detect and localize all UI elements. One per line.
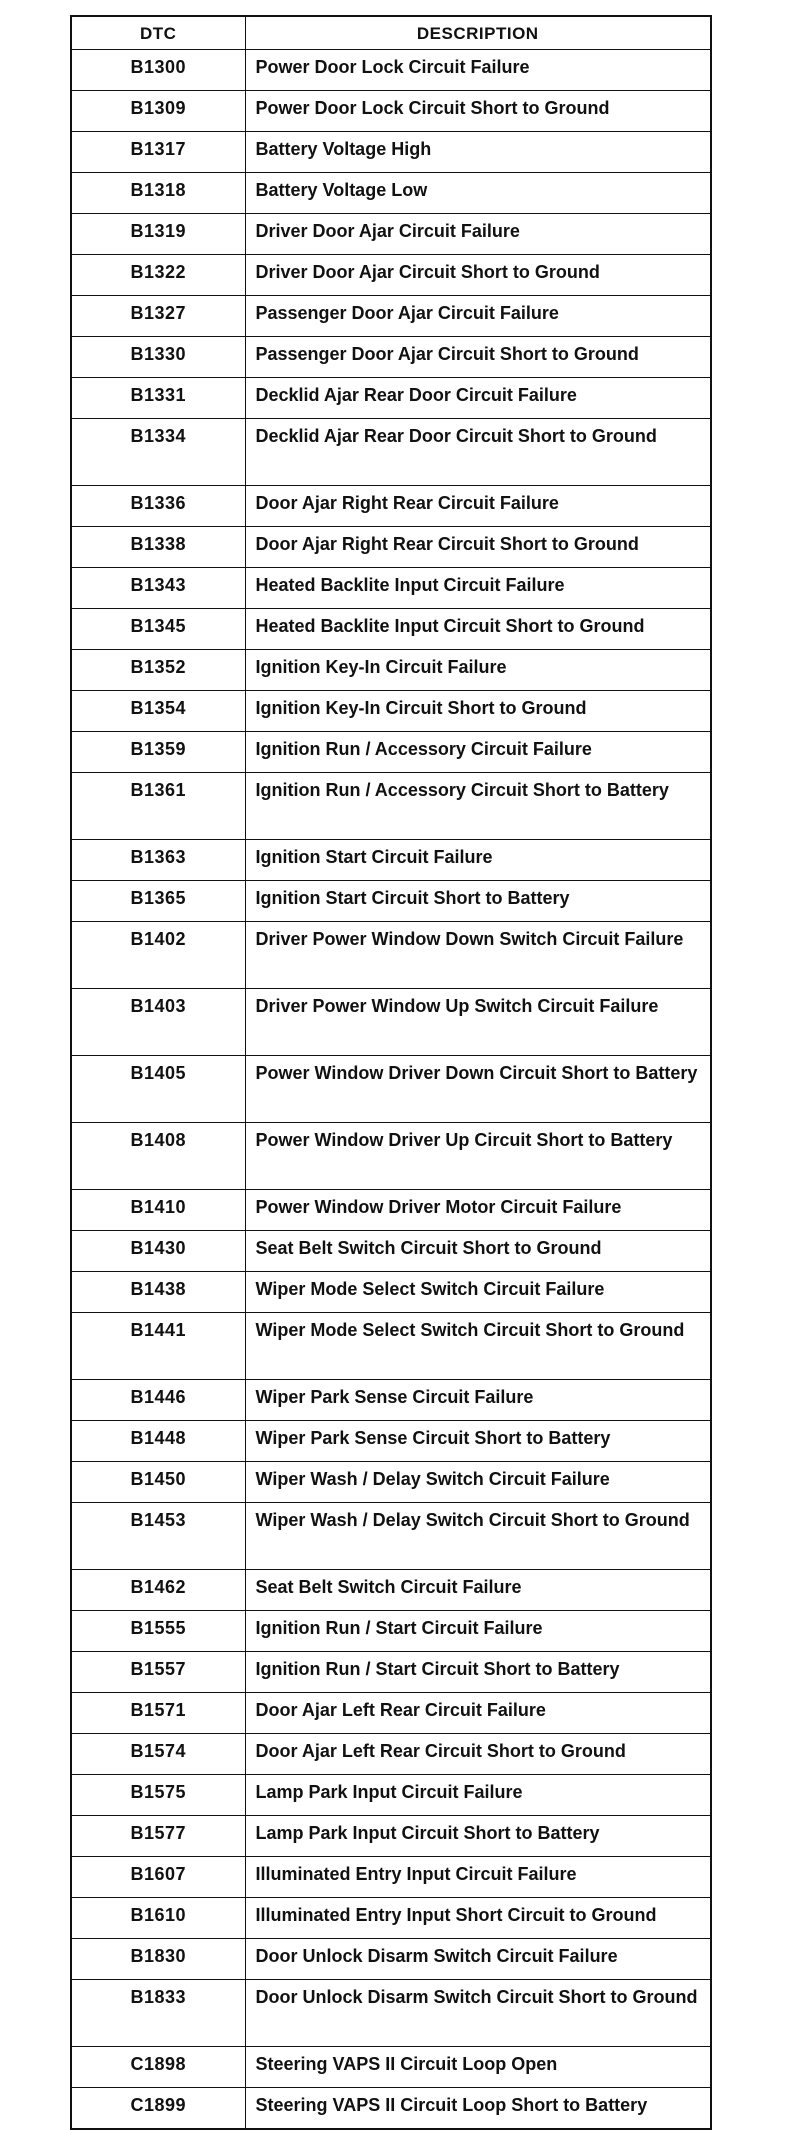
dtc-code: B1571 [71,1693,245,1734]
dtc-code: B1365 [71,881,245,922]
dtc-code: B1607 [71,1857,245,1898]
table-row [71,691,711,732]
dtc-description: Steering VAPS II Circuit Loop Open [245,2047,711,2088]
dtc-description: Seat Belt Switch Circuit Failure [245,1570,711,1611]
dtc-code: B1334 [71,419,245,486]
dtc-description: Heated Backlite Input Circuit Short to Ground [245,609,711,650]
dtc-description: Passenger Door Ajar Circuit Failure [245,296,711,337]
table-row [71,881,711,922]
dtc-description: Wiper Mode Select Switch Circuit Short to Ground [245,1313,711,1380]
dtc-description: Door Unlock Disarm Switch Circuit Short to Ground [245,1980,711,2047]
dtc-code: B1430 [71,1231,245,1272]
dtc-description: Wiper Mode Select Switch Circuit Failure [245,1272,711,1313]
table-row [71,650,711,691]
table-row [71,527,711,568]
dtc-code: B1574 [71,1734,245,1775]
table-row [71,1272,711,1313]
table-row [71,1939,711,1980]
table-row [71,1693,711,1734]
table-row [71,1816,711,1857]
table-row [71,486,711,527]
dtc-description: Ignition Key-In Circuit Short to Ground [245,691,711,732]
table-row [71,1462,711,1503]
dtc-code: B1405 [71,1056,245,1123]
dtc-code: B1577 [71,1816,245,1857]
header-dtc: DTC [71,16,245,50]
table-row [71,1857,711,1898]
dtc-code: B1330 [71,337,245,378]
dtc-description: Driver Power Window Up Switch Circuit Failure [245,989,711,1056]
dtc-description: Power Door Lock Circuit Failure [245,50,711,91]
dtc-code: B1318 [71,173,245,214]
dtc-description: Wiper Park Sense Circuit Failure [245,1380,711,1421]
table-row [71,773,711,840]
table-row [71,1421,711,1462]
dtc-code: B1575 [71,1775,245,1816]
dtc-description: Door Ajar Right Rear Circuit Short to Ground [245,527,711,568]
dtc-code: B1830 [71,1939,245,1980]
dtc-code: B1441 [71,1313,245,1380]
dtc-description: Ignition Run / Accessory Circuit Failure [245,732,711,773]
dtc-code: B1338 [71,527,245,568]
dtc-description: Driver Door Ajar Circuit Failure [245,214,711,255]
table-row [71,132,711,173]
dtc-description: Driver Door Ajar Circuit Short to Ground [245,255,711,296]
table-row [71,1570,711,1611]
dtc-code: B1309 [71,91,245,132]
table-row [71,732,711,773]
table-row [71,1652,711,1693]
dtc-description: Driver Power Window Down Switch Circuit Failure [245,922,711,989]
header-row [71,16,711,50]
table-row [71,1898,711,1939]
dtc-code: B1410 [71,1190,245,1231]
dtc-description: Ignition Start Circuit Short to Battery [245,881,711,922]
dtc-description: Wiper Wash / Delay Switch Circuit Failure [245,1462,711,1503]
dtc-code: B1319 [71,214,245,255]
dtc-code: B1438 [71,1272,245,1313]
table-row [71,1611,711,1652]
dtc-code: B1363 [71,840,245,881]
dtc-code: C1898 [71,2047,245,2088]
dtc-description: Door Ajar Left Rear Circuit Short to Ground [245,1734,711,1775]
dtc-description: Ignition Start Circuit Failure [245,840,711,881]
table-row [71,922,711,989]
dtc-code: B1327 [71,296,245,337]
table-row [71,296,711,337]
dtc-code: B1322 [71,255,245,296]
dtc-table [70,15,712,2130]
dtc-code: B1331 [71,378,245,419]
dtc-description: Door Ajar Right Rear Circuit Failure [245,486,711,527]
dtc-code: B1833 [71,1980,245,2047]
table-row [71,1190,711,1231]
dtc-description: Battery Voltage High [245,132,711,173]
dtc-description: Door Unlock Disarm Switch Circuit Failure [245,1939,711,1980]
dtc-code: B1610 [71,1898,245,1939]
dtc-code: B1557 [71,1652,245,1693]
dtc-code: B1317 [71,132,245,173]
dtc-description: Battery Voltage Low [245,173,711,214]
table-row [71,2088,711,2130]
dtc-description: Lamp Park Input Circuit Short to Battery [245,1816,711,1857]
dtc-code: B1354 [71,691,245,732]
dtc-description: Power Door Lock Circuit Short to Ground [245,91,711,132]
dtc-description: Steering VAPS II Circuit Loop Short to Battery [245,2088,711,2130]
table-row [71,1380,711,1421]
dtc-code: C1899 [71,2088,245,2130]
dtc-description: Illuminated Entry Input Circuit Failure [245,1857,711,1898]
table-row [71,1123,711,1190]
table-body [71,50,711,2130]
table-row [71,419,711,486]
table-row [71,609,711,650]
table-row [71,1980,711,2047]
dtc-description: Ignition Run / Start Circuit Failure [245,1611,711,1652]
table-row [71,255,711,296]
table-row [71,568,711,609]
dtc-description: Ignition Key-In Circuit Failure [245,650,711,691]
table-row [71,1775,711,1816]
dtc-description: Seat Belt Switch Circuit Short to Ground [245,1231,711,1272]
dtc-code: B1300 [71,50,245,91]
table-row [71,1231,711,1272]
dtc-description: Ignition Run / Start Circuit Short to Battery [245,1652,711,1693]
header-description: DESCRIPTION [245,16,711,50]
table-header [71,16,711,50]
dtc-code: B1453 [71,1503,245,1570]
table-row [71,2047,711,2088]
dtc-description: Decklid Ajar Rear Door Circuit Failure [245,378,711,419]
table-row [71,91,711,132]
dtc-code: B1450 [71,1462,245,1503]
table-row [71,378,711,419]
dtc-description: Door Ajar Left Rear Circuit Failure [245,1693,711,1734]
dtc-code: B1448 [71,1421,245,1462]
dtc-code: B1462 [71,1570,245,1611]
table-row [71,50,711,91]
table-row [71,214,711,255]
table-row [71,1503,711,1570]
table-row [71,173,711,214]
dtc-description: Power Window Driver Motor Circuit Failure [245,1190,711,1231]
dtc-description: Power Window Driver Down Circuit Short to Battery [245,1056,711,1123]
dtc-description: Lamp Park Input Circuit Failure [245,1775,711,1816]
dtc-description: Power Window Driver Up Circuit Short to Battery [245,1123,711,1190]
dtc-code: B1446 [71,1380,245,1421]
dtc-code: B1336 [71,486,245,527]
table-row [71,840,711,881]
dtc-code: B1555 [71,1611,245,1652]
dtc-description: Wiper Park Sense Circuit Short to Battery [245,1421,711,1462]
dtc-description: Passenger Door Ajar Circuit Short to Ground [245,337,711,378]
dtc-code: B1352 [71,650,245,691]
table-row [71,989,711,1056]
table-row [71,337,711,378]
dtc-description: Illuminated Entry Input Short Circuit to Ground [245,1898,711,1939]
dtc-code: B1345 [71,609,245,650]
dtc-description: Decklid Ajar Rear Door Circuit Short to Ground [245,419,711,486]
dtc-code: B1408 [71,1123,245,1190]
dtc-code: B1402 [71,922,245,989]
dtc-code: B1359 [71,732,245,773]
dtc-code: B1403 [71,989,245,1056]
table-row [71,1056,711,1123]
dtc-description: Heated Backlite Input Circuit Failure [245,568,711,609]
dtc-description: Wiper Wash / Delay Switch Circuit Short to Ground [245,1503,711,1570]
dtc-code: B1343 [71,568,245,609]
table-row [71,1313,711,1380]
table-row [71,1734,711,1775]
dtc-code: B1361 [71,773,245,840]
dtc-description: Ignition Run / Accessory Circuit Short to Battery [245,773,711,840]
